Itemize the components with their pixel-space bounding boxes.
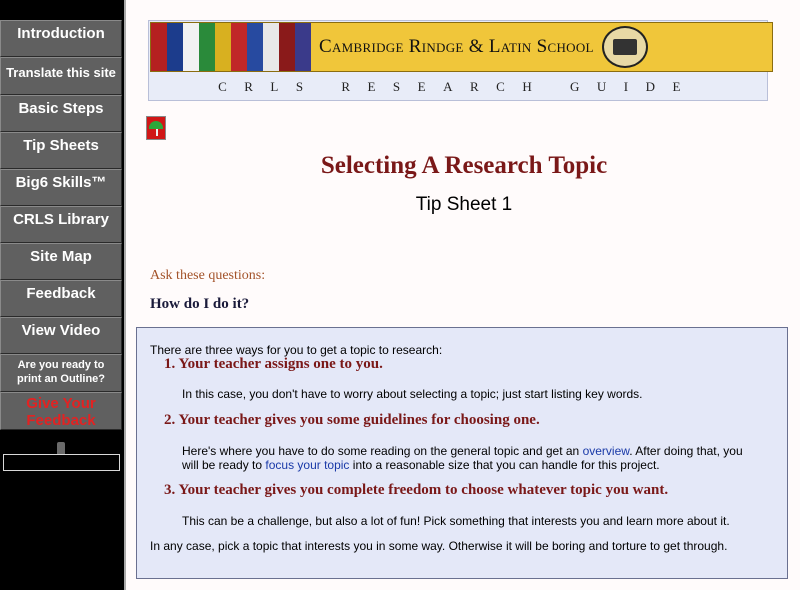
nav-view-video[interactable] — [0, 317, 122, 354]
way2-text-b: . After doing that, you — [629, 444, 743, 458]
nav-label: CRLS Library — [13, 211, 109, 228]
nav-translate[interactable] — [0, 57, 122, 95]
nav-label: Basic Steps — [18, 100, 104, 117]
school-name: Cambridge Rindge & Latin School — [319, 36, 594, 57]
way1-heading: 1. Your teacher assigns one to you. — [164, 356, 383, 372]
nav-label: Site Map — [30, 248, 92, 265]
nav-feedback[interactable] — [0, 280, 122, 317]
focus-topic-link[interactable]: focus your topic — [265, 458, 350, 472]
way3-heading: 3. Your teacher gives you complete freedom to choose whatever topic you want. — [164, 482, 669, 498]
nav-introduction[interactable] — [0, 20, 122, 57]
nav-label: Big6 Skills™ — [15, 174, 107, 191]
school-seal-icon — [602, 26, 648, 68]
overview-link[interactable]: overview — [582, 444, 630, 458]
flags-image — [151, 23, 311, 71]
ask-questions-label: Ask these questions: — [150, 268, 266, 283]
main-page — [124, 0, 800, 590]
nav-site-map[interactable] — [0, 243, 122, 280]
left-nav — [0, 0, 124, 590]
nav-label: Translate this site — [6, 65, 116, 80]
nav-label: View Video — [21, 322, 101, 339]
page-title: Selecting A Research Topic — [320, 152, 608, 179]
nav-label: Tip Sheets — [23, 137, 99, 154]
nav-label: Give Your Feedback — [26, 395, 96, 429]
way2-text-d: into a reasonable size that you can handle for this project. — [352, 458, 660, 472]
nav-label: Feedback — [26, 285, 96, 302]
nav-label: Are you ready to print an Outline? — [17, 359, 105, 385]
closing-text: In any case, pick a topic that interests you in some way. Otherwise it will be boring and torture to get through. — [150, 539, 728, 553]
guide-title: CRLS RESEARCH GUIDE — [218, 79, 698, 94]
way2-text-c: will be ready to — [182, 458, 263, 472]
nav-label: Introduction — [17, 25, 105, 42]
way2-text — [182, 444, 762, 472]
nav-basic-steps[interactable] — [0, 95, 122, 132]
content-panel — [136, 327, 788, 579]
umbrella-icon[interactable] — [146, 116, 166, 140]
nav-big6-skills[interactable] — [0, 169, 122, 206]
way1-text: In this case, you don't have to worry about selecting a topic; just start listing key words. — [182, 387, 643, 401]
way3-text: This can be a challenge, but also a lot of fun! Pick something that interests you and learn more about it. — [182, 514, 730, 528]
way2-text-a: Here's where you have to do some reading on the general topic and get an — [182, 444, 580, 458]
way2-heading: 2. Your teacher gives you some guidelines for choosing one. — [164, 412, 540, 428]
nav-print-outline[interactable] — [0, 354, 122, 392]
nav-crls-library[interactable] — [0, 206, 122, 243]
nav-scrollbar[interactable] — [3, 454, 120, 471]
how-do-i-heading: How do I do it? — [150, 296, 250, 312]
school-banner[interactable] — [150, 22, 773, 72]
page-subtitle: Tip Sheet 1 — [415, 194, 513, 215]
header-banner-box — [148, 20, 768, 101]
nav-give-feedback[interactable] — [0, 392, 122, 430]
nav-tip-sheets[interactable] — [0, 132, 122, 169]
intro-text: There are three ways for you to get a topic to research: — [150, 343, 443, 357]
